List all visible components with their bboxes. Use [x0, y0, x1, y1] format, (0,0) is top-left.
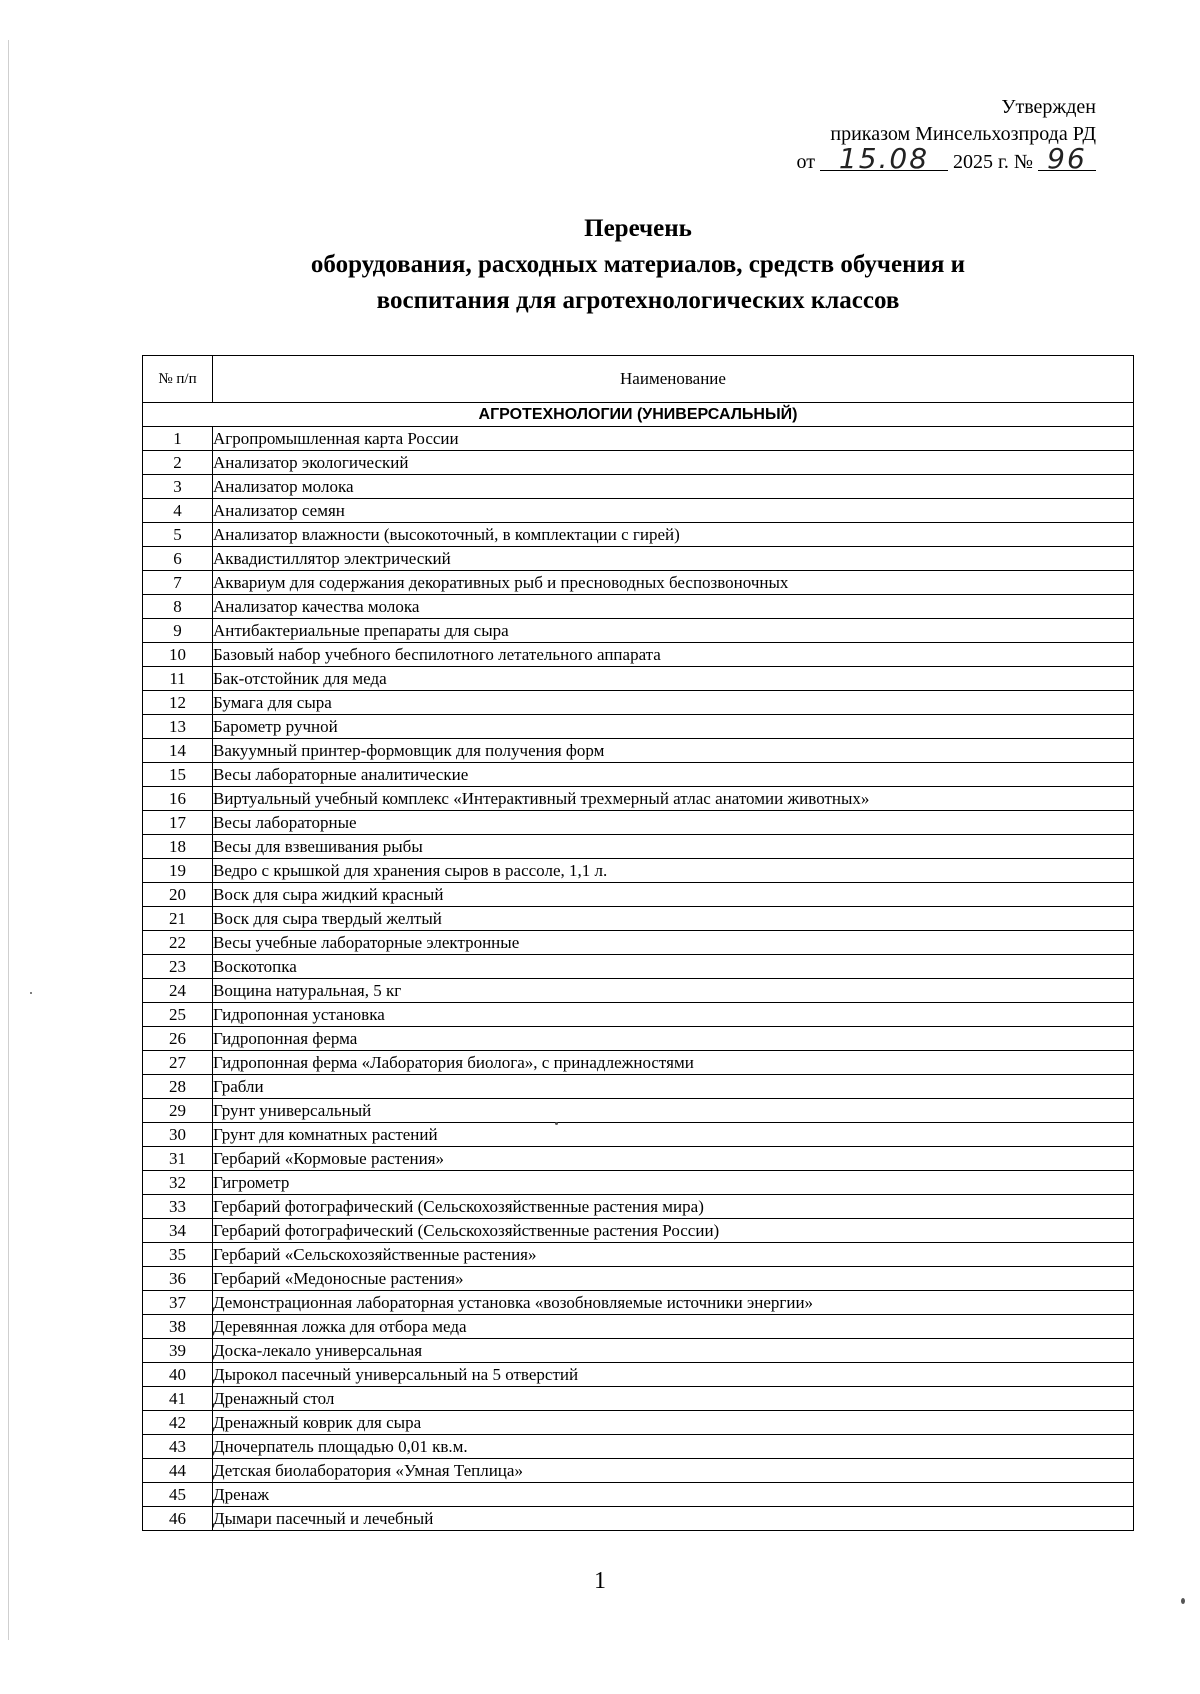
row-item-name: Весы учебные лабораторные электронные — [213, 931, 1134, 955]
row-number: 5 — [143, 523, 213, 547]
row-item-name: Гигрометр — [213, 1171, 1134, 1195]
row-item-name: Базовый набор учебного беспилотного летательного аппарата — [213, 643, 1134, 667]
row-item-name: Гербарий «Кормовые растения» — [213, 1147, 1134, 1171]
row-number: 37 — [143, 1291, 213, 1315]
row-item-name: Анализатор качества молока — [213, 595, 1134, 619]
row-number: 17 — [143, 811, 213, 835]
row-item-name: Доска-лекало универсальная — [213, 1339, 1134, 1363]
table-row — [143, 523, 1134, 547]
row-item-name: Грунт универсальный — [213, 1099, 1134, 1123]
row-number: 22 — [143, 931, 213, 955]
table-row — [143, 1507, 1134, 1531]
row-number: 24 — [143, 979, 213, 1003]
row-number: 2 — [143, 451, 213, 475]
table-row — [143, 1123, 1134, 1147]
row-number: 21 — [143, 907, 213, 931]
title-line-1: Перечень — [584, 215, 692, 242]
table-row — [143, 859, 1134, 883]
scan-speck — [30, 992, 32, 994]
table-row — [143, 1459, 1134, 1483]
table-row — [143, 1147, 1134, 1171]
row-number: 36 — [143, 1267, 213, 1291]
row-number: 40 — [143, 1363, 213, 1387]
row-item-name: Воск для сыра жидкий красный — [213, 883, 1134, 907]
row-number: 18 — [143, 835, 213, 859]
row-number: 38 — [143, 1315, 213, 1339]
row-number: 7 — [143, 571, 213, 595]
row-number: 33 — [143, 1195, 213, 1219]
row-item-name: Дночерпатель площадью 0,01 кв.м. — [213, 1435, 1134, 1459]
table-row — [143, 571, 1134, 595]
row-item-name: Агропромышленная карта России — [213, 427, 1134, 451]
row-item-name: Виртуальный учебный комплекс «Интерактивный трехмерный атлас анатомии животных» — [213, 787, 1134, 811]
table-row — [143, 1315, 1134, 1339]
approval-line-2: приказом Минсельхозпрода РД — [830, 123, 1096, 145]
table-row — [143, 955, 1134, 979]
row-number: 32 — [143, 1171, 213, 1195]
row-item-name: Воскотопка — [213, 955, 1134, 979]
header-number: № п/п — [143, 356, 213, 403]
table-row — [143, 1027, 1134, 1051]
row-number: 12 — [143, 691, 213, 715]
handwritten-order-number: 96 — [1038, 148, 1096, 171]
row-item-name: Барометр ручной — [213, 715, 1134, 739]
row-item-name: Бак-отстойник для меда — [213, 667, 1134, 691]
approval-year: 2025 г. № — [952, 151, 1033, 173]
row-number: 8 — [143, 595, 213, 619]
row-number: 15 — [143, 763, 213, 787]
table-row — [143, 691, 1134, 715]
row-item-name: Антибактериальные препараты для сыра — [213, 619, 1134, 643]
row-item-name: Гидропонная ферма «Лаборатория биолога», с принадлежностями — [213, 1051, 1134, 1075]
row-number: 9 — [143, 619, 213, 643]
table-row — [143, 763, 1134, 787]
row-item-name: Весы лабораторные — [213, 811, 1134, 835]
table-row — [143, 547, 1134, 571]
row-item-name: Анализатор семян — [213, 499, 1134, 523]
row-item-name: Гидропонная установка — [213, 1003, 1134, 1027]
row-item-name: Грабли — [213, 1075, 1134, 1099]
approval-line-1: Утвержден — [1001, 96, 1096, 118]
scan-speck — [1181, 1598, 1185, 1604]
row-item-name: Вощина натуральная, 5 кг — [213, 979, 1134, 1003]
table-row — [143, 1363, 1134, 1387]
table-row — [143, 595, 1134, 619]
table-row — [143, 883, 1134, 907]
row-item-name: Аквадистиллятор электрический — [213, 547, 1134, 571]
row-item-name: Дымари пасечный и лечебный — [213, 1507, 1134, 1531]
table-row — [143, 1339, 1134, 1363]
row-number: 46 — [143, 1507, 213, 1531]
row-item-name: Вакуумный принтер-формовщик для получения форм — [213, 739, 1134, 763]
row-number: 39 — [143, 1339, 213, 1363]
table-row — [143, 1099, 1134, 1123]
row-item-name: Аквариум для содержания декоративных рыб и пресноводных беспозвоночных — [213, 571, 1134, 595]
row-item-name: Весы для взвешивания рыбы — [213, 835, 1134, 859]
row-item-name: Бумага для сыра — [213, 691, 1134, 715]
scan-edge-line — [8, 40, 9, 1640]
table-row — [143, 667, 1134, 691]
row-number: 3 — [143, 475, 213, 499]
row-number: 6 — [143, 547, 213, 571]
table-row — [143, 715, 1134, 739]
row-number: 44 — [143, 1459, 213, 1483]
table-row — [143, 907, 1134, 931]
table-header-row — [143, 356, 1134, 403]
table-row — [143, 1387, 1134, 1411]
table-row — [143, 499, 1134, 523]
table-row — [143, 1003, 1134, 1027]
table-row — [143, 1219, 1134, 1243]
row-number: 43 — [143, 1435, 213, 1459]
row-number: 35 — [143, 1243, 213, 1267]
scan-speck — [555, 1122, 558, 1125]
row-item-name: Гидропонная ферма — [213, 1027, 1134, 1051]
section-row — [143, 403, 1134, 427]
row-item-name: Детская биолаборатория «Умная Теплица» — [213, 1459, 1134, 1483]
row-number: 13 — [143, 715, 213, 739]
row-number: 19 — [143, 859, 213, 883]
row-number: 31 — [143, 1147, 213, 1171]
section-title: АГРОТЕХНОЛОГИИ (УНИВЕРСАЛЬНЫЙ) — [143, 403, 1134, 427]
row-item-name: Анализатор молока — [213, 475, 1134, 499]
title-line-3: воспитания для агротехнологических классов — [376, 287, 900, 314]
row-item-name: Гербарий фотографический (Сельскохозяйственные растения России) — [213, 1219, 1134, 1243]
row-number: 10 — [143, 643, 213, 667]
table-row — [143, 787, 1134, 811]
row-item-name: Деревянная ложка для отбора меда — [213, 1315, 1134, 1339]
row-number: 30 — [143, 1123, 213, 1147]
header-name: Наименование — [213, 356, 1134, 403]
table-row — [143, 451, 1134, 475]
handwritten-date: 15.08 — [820, 148, 948, 171]
row-number: 4 — [143, 499, 213, 523]
table-row — [143, 1411, 1134, 1435]
page-number: 1 — [594, 1568, 606, 1594]
row-number: 41 — [143, 1387, 213, 1411]
approval-prefix: от — [796, 151, 815, 173]
row-item-name: Анализатор экологический — [213, 451, 1134, 475]
row-item-name: Гербарий фотографический (Сельскохозяйственные растения мира) — [213, 1195, 1134, 1219]
row-item-name: Гербарий «Медоносные растения» — [213, 1267, 1134, 1291]
row-number: 42 — [143, 1411, 213, 1435]
table-row — [143, 811, 1134, 835]
row-item-name: Дренаж — [213, 1483, 1134, 1507]
table-row — [143, 1195, 1134, 1219]
table-row — [143, 739, 1134, 763]
row-item-name: Дренажный стол — [213, 1387, 1134, 1411]
table-row — [143, 835, 1134, 859]
table-row — [143, 643, 1134, 667]
row-number: 29 — [143, 1099, 213, 1123]
approval-stamp-block — [776, 94, 1096, 176]
table-row — [143, 1291, 1134, 1315]
row-number: 20 — [143, 883, 213, 907]
table-row — [143, 1243, 1134, 1267]
table-row — [143, 427, 1134, 451]
table-row — [143, 931, 1134, 955]
document-title — [140, 211, 1136, 319]
title-line-2: оборудования, расходных материалов, средств обучения и — [310, 251, 966, 278]
row-number: 16 — [143, 787, 213, 811]
equipment-table — [142, 355, 1134, 1531]
row-number: 26 — [143, 1027, 213, 1051]
row-item-name: Дырокол пасечный универсальный на 5 отверстий — [213, 1363, 1134, 1387]
row-number: 25 — [143, 1003, 213, 1027]
row-number: 14 — [143, 739, 213, 763]
row-number: 28 — [143, 1075, 213, 1099]
row-number: 27 — [143, 1051, 213, 1075]
row-number: 11 — [143, 667, 213, 691]
table-row — [143, 1075, 1134, 1099]
row-item-name: Весы лабораторные аналитические — [213, 763, 1134, 787]
row-item-name: Воск для сыра твердый желтый — [213, 907, 1134, 931]
row-number: 1 — [143, 427, 213, 451]
table-row — [143, 979, 1134, 1003]
approval-line-3 — [776, 142, 1096, 176]
table-row — [143, 1483, 1134, 1507]
table-row — [143, 619, 1134, 643]
row-item-name: Грунт для комнатных растений — [213, 1123, 1134, 1147]
row-item-name: Демонстрационная лабораторная установка «возобновляемые источники энергии» — [213, 1291, 1134, 1315]
row-number: 34 — [143, 1219, 213, 1243]
row-item-name: Анализатор влажности (высокоточный, в комплектации с гирей) — [213, 523, 1134, 547]
row-item-name: Ведро с крышкой для хранения сыров в рассоле, 1,1 л. — [213, 859, 1134, 883]
row-number: 23 — [143, 955, 213, 979]
row-item-name: Гербарий «Сельскохозяйственные растения» — [213, 1243, 1134, 1267]
row-item-name: Дренажный коврик для сыра — [213, 1411, 1134, 1435]
table-row — [143, 475, 1134, 499]
table-row — [143, 1171, 1134, 1195]
table-row — [143, 1051, 1134, 1075]
row-number: 45 — [143, 1483, 213, 1507]
table-row — [143, 1267, 1134, 1291]
table-row — [143, 1435, 1134, 1459]
